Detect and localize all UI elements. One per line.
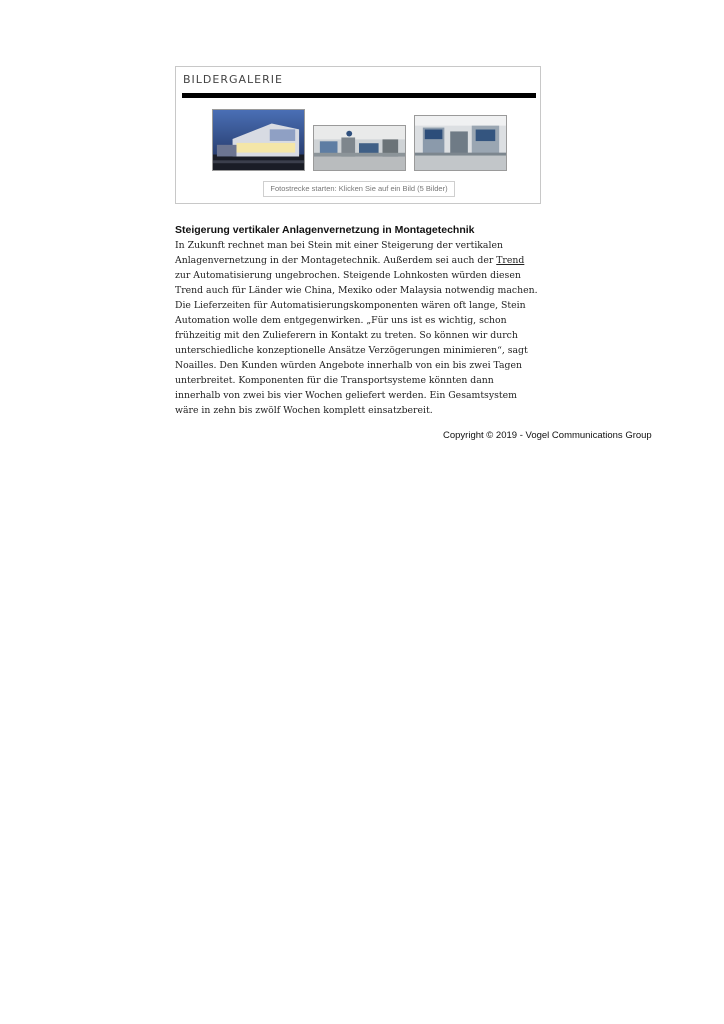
gallery-thumb-assembly-line[interactable]	[313, 125, 406, 171]
body-line: Trend auch für Länder wie China, Mexiko oder Malaysia notwendig machen.	[175, 285, 538, 296]
gallery-thumb-building[interactable]	[212, 109, 305, 171]
gallery-divider	[182, 93, 536, 98]
body-line: Noailles. Den Kunden würden Angebote innerhalb von ein bis zwei Tagen	[175, 360, 522, 371]
body-line: unterbreitet. Komponenten für die Transportsysteme könnten dann	[175, 375, 494, 386]
gallery-thumb-factory-hall[interactable]	[414, 115, 507, 171]
body-line: Automation wolle dem entgegenwirken. „Für uns ist es wichtig, schon	[175, 315, 507, 326]
image-gallery	[175, 66, 541, 204]
article-body	[175, 238, 547, 418]
body-line: Die Lieferzeiten für Automatisierungskomponenten wären oft lange, Stein	[175, 300, 526, 311]
body-line: unterschiedliche konzeptionelle Ansätze Verzögerungen minimieren“, sagt	[175, 345, 528, 356]
gallery-title: BILDERGALERIE	[183, 73, 283, 86]
article-heading: Steigerung vertikaler Anlagenvernetzung in Montagetechnik	[175, 224, 475, 236]
body-line-text: Anlagenvernetzung in der Montagetechnik. Außerdem sei auch der	[175, 255, 497, 266]
assembly-line-photo	[314, 126, 405, 170]
body-line: frühzeitig mit den Zulieferern in Kontakt zu treten. So können wir durch	[175, 330, 518, 341]
trend-link[interactable]: Trend	[496, 255, 525, 266]
building-photo	[213, 110, 304, 170]
body-line: wäre in zehn bis zwölf Wochen komplett einsatzbereit.	[175, 405, 433, 416]
gallery-start-slideshow-link[interactable]: Fotostrecke starten: Klicken Sie auf ein Bild (5 Bilder)	[263, 181, 455, 197]
body-line: zur Automatisierung ungebrochen. Steigende Lohnkosten würden diesen	[175, 270, 521, 281]
body-line: In Zukunft rechnet man bei Stein mit einer Steigerung der vertikalen	[175, 240, 503, 251]
body-line: innerhalb von zwei bis vier Wochen geliefert werden. Ein Gesamtsystem	[175, 390, 517, 401]
body-line	[175, 253, 547, 268]
factory-hall-photo	[415, 116, 506, 170]
copyright-notice: Copyright © 2019 - Vogel Communications Group	[443, 430, 652, 441]
